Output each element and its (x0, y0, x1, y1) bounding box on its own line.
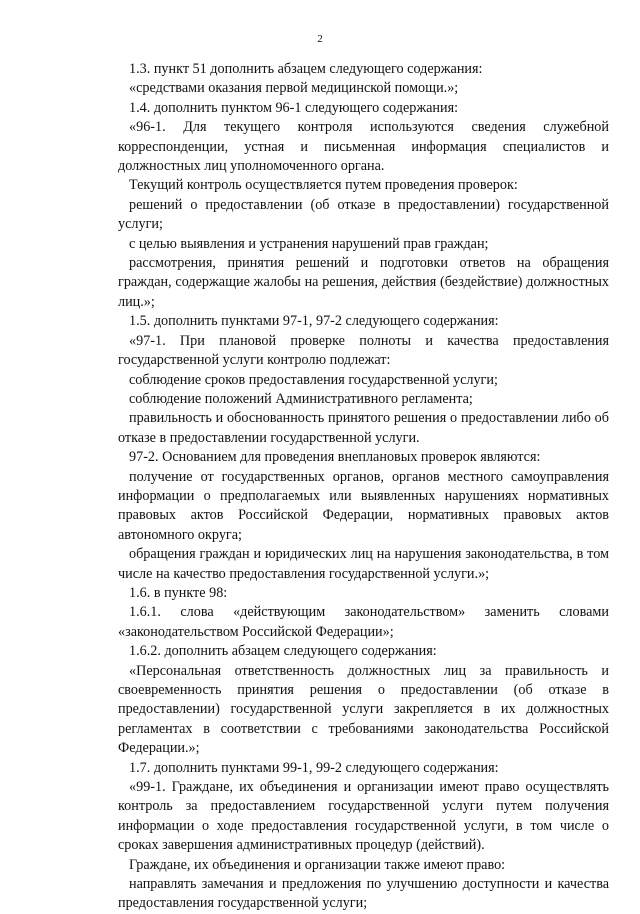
paragraph: 1.7. дополнить пунктами 99-1, 99-2 следующего содержания: (129, 759, 499, 776)
paragraph: соблюдение положений Административного регламента; (129, 390, 473, 407)
paragraph: 1.5. дополнить пунктами 97-1, 97-2 следующего содержания: (129, 313, 499, 330)
paragraph: «Персональная ответственность должностных лиц за правильность и своевременность принятия решения о предоставлении (об отказе в предоставлении) государственной услуги закрепляется в их должностных регламентах в соответствии с требованиями законодательства Российской Федерации.»; (118, 662, 609, 757)
paragraph: 1.4. дополнить пунктом 96-1 следующего содержания: (129, 99, 459, 116)
paragraph: правильность и обоснованность принятого решения о предоставлении либо об отказе в предоставлении государственной услуги. (118, 410, 609, 446)
paragraph: «97-1. При плановой проверке полноты и качества предоставления государственной услуги контролю подлежат: (118, 332, 609, 369)
document-body (118, 60, 609, 914)
paragraph: 1.6.1. слова «действующим законодательством» заменить словами «законодательством Российской Федерации»; (118, 604, 609, 640)
paragraph: 1.6.2. дополнить абзацем следующего содержания: (129, 643, 437, 660)
paragraph: получение от государственных органов, органов местного самоуправления информации о предполагаемых или выявленных нарушениях нормативных правовых актов Российской Федерации, нормативных правовых актов автономного округа; (118, 468, 609, 543)
paragraph: направлять замечания и предложения по улучшению доступности и качества предоставления государственной услуги; (118, 876, 609, 912)
paragraph: соблюдение сроков предоставления государственной услуги; (129, 371, 498, 388)
paragraph: Текущий контроль осуществляется путем проведения проверок: (129, 177, 518, 194)
paragraph: решений о предоставлении (об отказе в предоставлении) государственной услуги; (118, 196, 609, 233)
paragraph: «96-1. Для текущего контроля используются сведения служебной корреспонденции, устная и письменная информация специалистов и должностных лиц уполномоченного органа. (118, 119, 609, 175)
paragraph: рассмотрения, принятия решений и подготовки ответов на обращения граждан, содержащие жалобы на решения, действия (бездействие) должностных лиц.»; (118, 255, 609, 310)
paragraph: Граждане, их объединения и организации также имеют право: (129, 856, 506, 873)
paragraph: 1.3. пункт 51 дополнить абзацем следующего содержания: (129, 61, 483, 77)
paragraph: «99-1. Граждане, их объединения и организации имеют право осуществлять контроль за предоставлением государственной услуги путем получения информации о ходе предоставления государственной услуги, в том числе о сроках завершения административных процедур (действий). (118, 779, 609, 854)
paragraph: обращения граждан и юридических лиц на нарушения законодательства, в том числе на качество предоставления государственной услуги.»; (118, 546, 609, 582)
page-number: 2 (317, 33, 323, 45)
paragraph: с целью выявления и устранения нарушений прав граждан; (129, 235, 489, 252)
paragraph: «средствами оказания первой медицинской помощи.»; (129, 80, 459, 97)
paragraph: 97-2. Основанием для проведения внеплановых проверок являются: (129, 449, 541, 466)
paragraph: 1.6. в пункте 98: (129, 584, 228, 601)
